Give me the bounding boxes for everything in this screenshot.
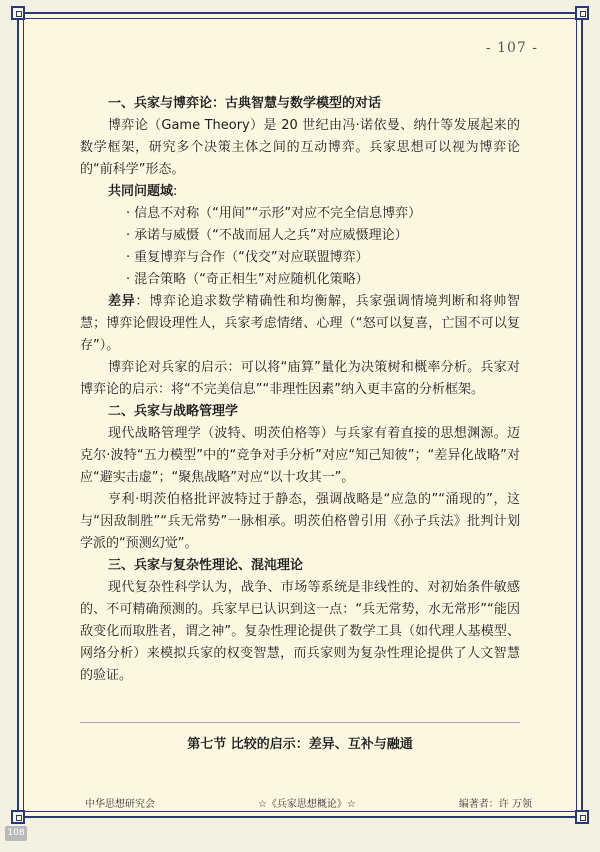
- footer-organization: 中华思想研究会: [85, 799, 155, 810]
- list-item: · 重复博弈与合作（“伐交”对应联盟博弈）: [126, 250, 369, 265]
- page-footer: [85, 795, 532, 810]
- bullet-icon: ·: [126, 228, 131, 243]
- list-item: · 信息不对称（“用间”“示形”对应不完全信息博弈）: [126, 206, 422, 221]
- section-heading: 一、兵家与博弈论：古典智慧与数学模型的对话: [108, 96, 382, 111]
- paragraph: 差异：博弈论追求数学精确性和均衡解，兵家强调情境判断和将帅智慧；博弈论假设理性人，兵家考虑情绪、心理（“怒可以复喜，亡国不可以复存”）。: [80, 294, 520, 353]
- bullet-icon: ·: [126, 272, 131, 287]
- footer-author: 编著者：许 万领: [458, 799, 532, 810]
- bullet-icon: ·: [126, 250, 131, 265]
- paragraph: 现代战略管理学（波特、明茨伯格等）与兵家有着直接的思想渊源。迈克尔·波特“五力模型”中的“竞争对手分析”对应“知己知彼”；“差异化战略”对应“避实击虚”；“聚焦战略”对应“以十攻其一”。: [80, 426, 520, 485]
- section-heading: 三、兵家与复杂性理论、混沌理论: [108, 558, 304, 573]
- paragraph: 现代复杂性科学认为，战争、市场等系统是非线性的、对初始条件敏感的、不可精确预测的。兵家早已认识到这一点：“兵无常势，水无常形”“能因敌变化而取胜者，谓之神”。复杂性理论提供了数学工具（如代理人基模型、网络分析）来模拟兵家的权变智慧，而兵家则为复杂性理论提供了人文智慧的验证。: [80, 580, 520, 683]
- subheading: 共同问题域:: [108, 184, 178, 199]
- footer-book-title: ☆《兵家思想概论》☆: [257, 799, 356, 810]
- page-number: - 107 -: [485, 40, 538, 56]
- page-content: [80, 93, 520, 687]
- bullet-icon: ·: [126, 206, 131, 221]
- section-divider: [80, 722, 520, 723]
- paragraph: 亨利·明茨伯格批评波特过于静态，强调战略是“应急的”“涌现的”，这与“因敌制胜”“兵无常势”一脉相承。明茨伯格曾引用《孙子兵法》批判计划学派的“预测幻觉”。: [80, 492, 520, 551]
- paragraph: 博弈论（Game Theory）是 20 世纪由冯·诺依曼、纳什等发展起来的数学框架，研究多个决策主体之间的互动博弈。兵家思想可以视为博弈论的“前科学”形态。: [80, 118, 520, 177]
- next-section-title: 第七节 比较的启示：差异、互补与融通: [187, 737, 413, 752]
- list-item: · 混合策略（“奇正相生”对应随机化策略）: [126, 272, 369, 287]
- paragraph: 博弈论对兵家的启示：可以将“庙算”量化为决策树和概率分析。兵家对博弈论的启示：将“不完美信息”“非理性因素”纳入更丰富的分析框架。: [80, 360, 520, 397]
- viewer-page-badge[interactable]: 108: [5, 826, 27, 841]
- frame-corner-ornament: [575, 810, 589, 824]
- frame-corner-ornament: [11, 6, 25, 20]
- section-heading: 二、兵家与战略管理学: [108, 404, 239, 419]
- bullet-list: [80, 203, 520, 291]
- list-item: · 承诺与威慑（“不战而屈人之兵”对应威慑理论）: [126, 228, 408, 243]
- frame-corner-ornament: [11, 810, 25, 824]
- frame-corner-ornament: [575, 6, 589, 20]
